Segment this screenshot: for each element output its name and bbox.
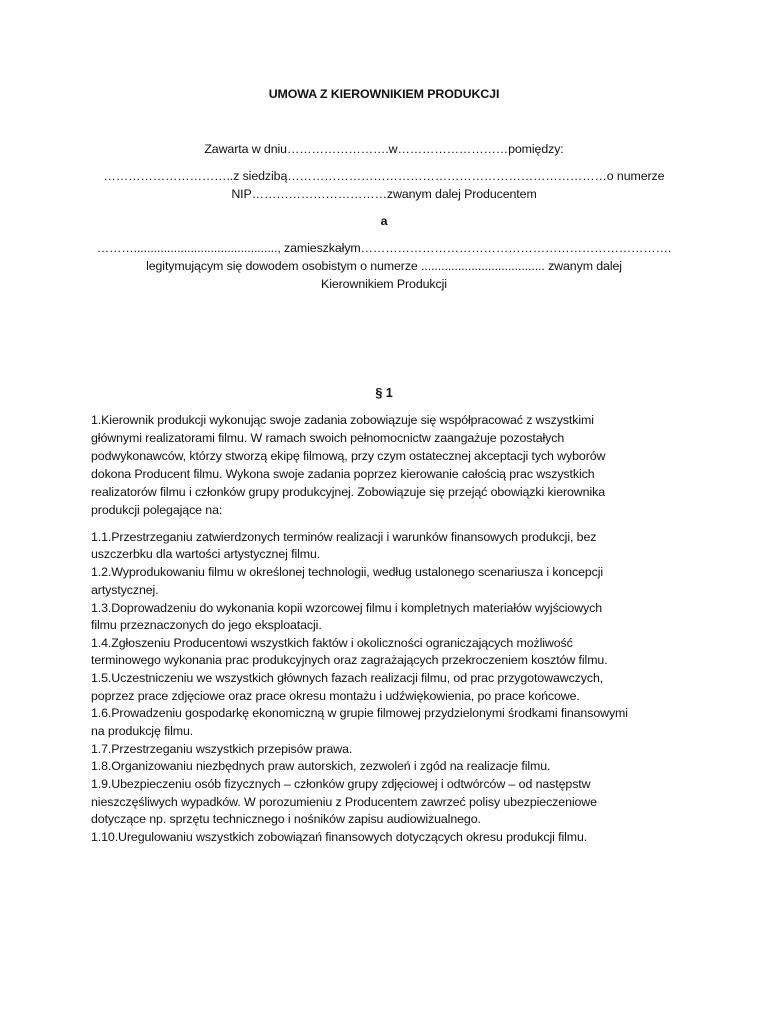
list-item-line: 1.6.Prowadzeniu gospodarkę ekonomiczną w grupie filmowej przydzielonymi środkami finansowymi xyxy=(91,706,628,720)
manager-id-line: legitymującym się dowodem osobistym o numerze ..................................... zwanym dalej xyxy=(146,259,622,273)
paragraph-line: głównymi realizatorami filmu. W ramach swoich pełnomocnictw zaangażuje pozostałych xyxy=(91,431,565,445)
and-separator: a xyxy=(380,214,388,228)
list-item-line: filmu przeznaczonych do jego eksploatacji. xyxy=(91,618,322,632)
paragraph-line: produkcji polegające na: xyxy=(91,503,223,517)
list-item-line: na produkcję filmu. xyxy=(91,724,194,738)
producer-seat-line: …………………………..z siedzibą……………………………………………………………………o numerze xyxy=(103,169,665,183)
producer-nip-line: NIP……………………………zwanym dalej Producentem xyxy=(231,187,537,201)
paragraph-line: podwykonawców, którzy stworzą ekipę filmową, przy czym ostatecznej akceptacji tych wyborów xyxy=(91,449,606,463)
list-item-line: 1.5.Uczestniczeniu we wszystkich głównych fazach realizacji filmu, od prac przygotowawczych, xyxy=(91,671,604,685)
list-item-line: 1.4.Zgłoszeniu Producentowi wszystkich faktów i okoliczności ograniczających możliwość xyxy=(91,636,573,650)
list-item-line: nieszczęśliwych wypadków. W porozumieniu z Producentem zawrzeć polisy ubezpieczeniowe xyxy=(91,795,597,809)
list-item-line: 1.7.Przestrzeganiu wszystkich przepisów prawa. xyxy=(91,742,353,756)
list-item-line: 1.3.Doprowadzeniu do wykonania kopii wzorcowej filmu i kompletnych materiałów wyjściowych xyxy=(91,601,603,615)
list-item-line: 1.10.Uregulowaniu wszystkich zobowiązań finansowych dotyczących okresu produkcji filmu. xyxy=(91,830,588,844)
list-item-line: 1.8.Organizowaniu niezbędnych praw autorskich, zezwoleń i zgód na realizacje filmu. xyxy=(91,759,551,773)
document-title: UMOWA Z KIEROWNIKIEM PRODUKCJI xyxy=(268,87,500,101)
list-item-line: dotyczące np. sprzętu technicznego i nośników zapisu audiowizualnego. xyxy=(91,812,481,826)
list-item-line: artystycznej. xyxy=(91,583,159,597)
list-item-line: terminowego wykonania prac produkcyjnych oraz zagrażających przekroczeniem kosztów filmu. xyxy=(91,653,608,667)
list-item-line: 1.1.Przestrzeganiu zatwierdzonych terminów realizacji i warunków finansowych produkcji, bez xyxy=(91,530,597,544)
section-heading: § 1 xyxy=(375,386,393,400)
list-item-line: poprzez prace zdjęciowe oraz prace okresu montażu i udźwiękowienia, po prace końcowe. xyxy=(91,689,580,703)
list-item-line: uszczerbku dla wartości artystycznej filmu. xyxy=(91,547,321,561)
paragraph-line: realizatorów filmu i członków grupy produkcyjnej. Zobowiązuje się przejąć obowiązki kierownika xyxy=(91,485,605,499)
manager-label-line: Kierownikiem Produkcji xyxy=(321,277,447,291)
paragraph-line: dokona Producent filmu. Wykona swoje zadania poprzez kierowanie całością prac wszystkich xyxy=(91,467,595,481)
list-item-line: 1.2.Wyprodukowaniu filmu w określonej technologii, według ustalonego scenariusza i koncepcji xyxy=(91,565,604,579)
contract-date-line: Zawarta w dniu…………………….w………………………pomiędzy: xyxy=(204,142,564,156)
manager-address-line: ………..........................................., zamieszkałym…………………………………………………………………. xyxy=(96,241,672,255)
paragraph-line: 1.Kierownik produkcji wykonując swoje zadania zobowiązuje się współpracować z wszystkimi xyxy=(91,413,594,427)
list-item-line: 1.9.Ubezpieczeniu osób fizycznych – członków grupy zdjęciowej i odtwórców – od następstw xyxy=(91,777,591,791)
